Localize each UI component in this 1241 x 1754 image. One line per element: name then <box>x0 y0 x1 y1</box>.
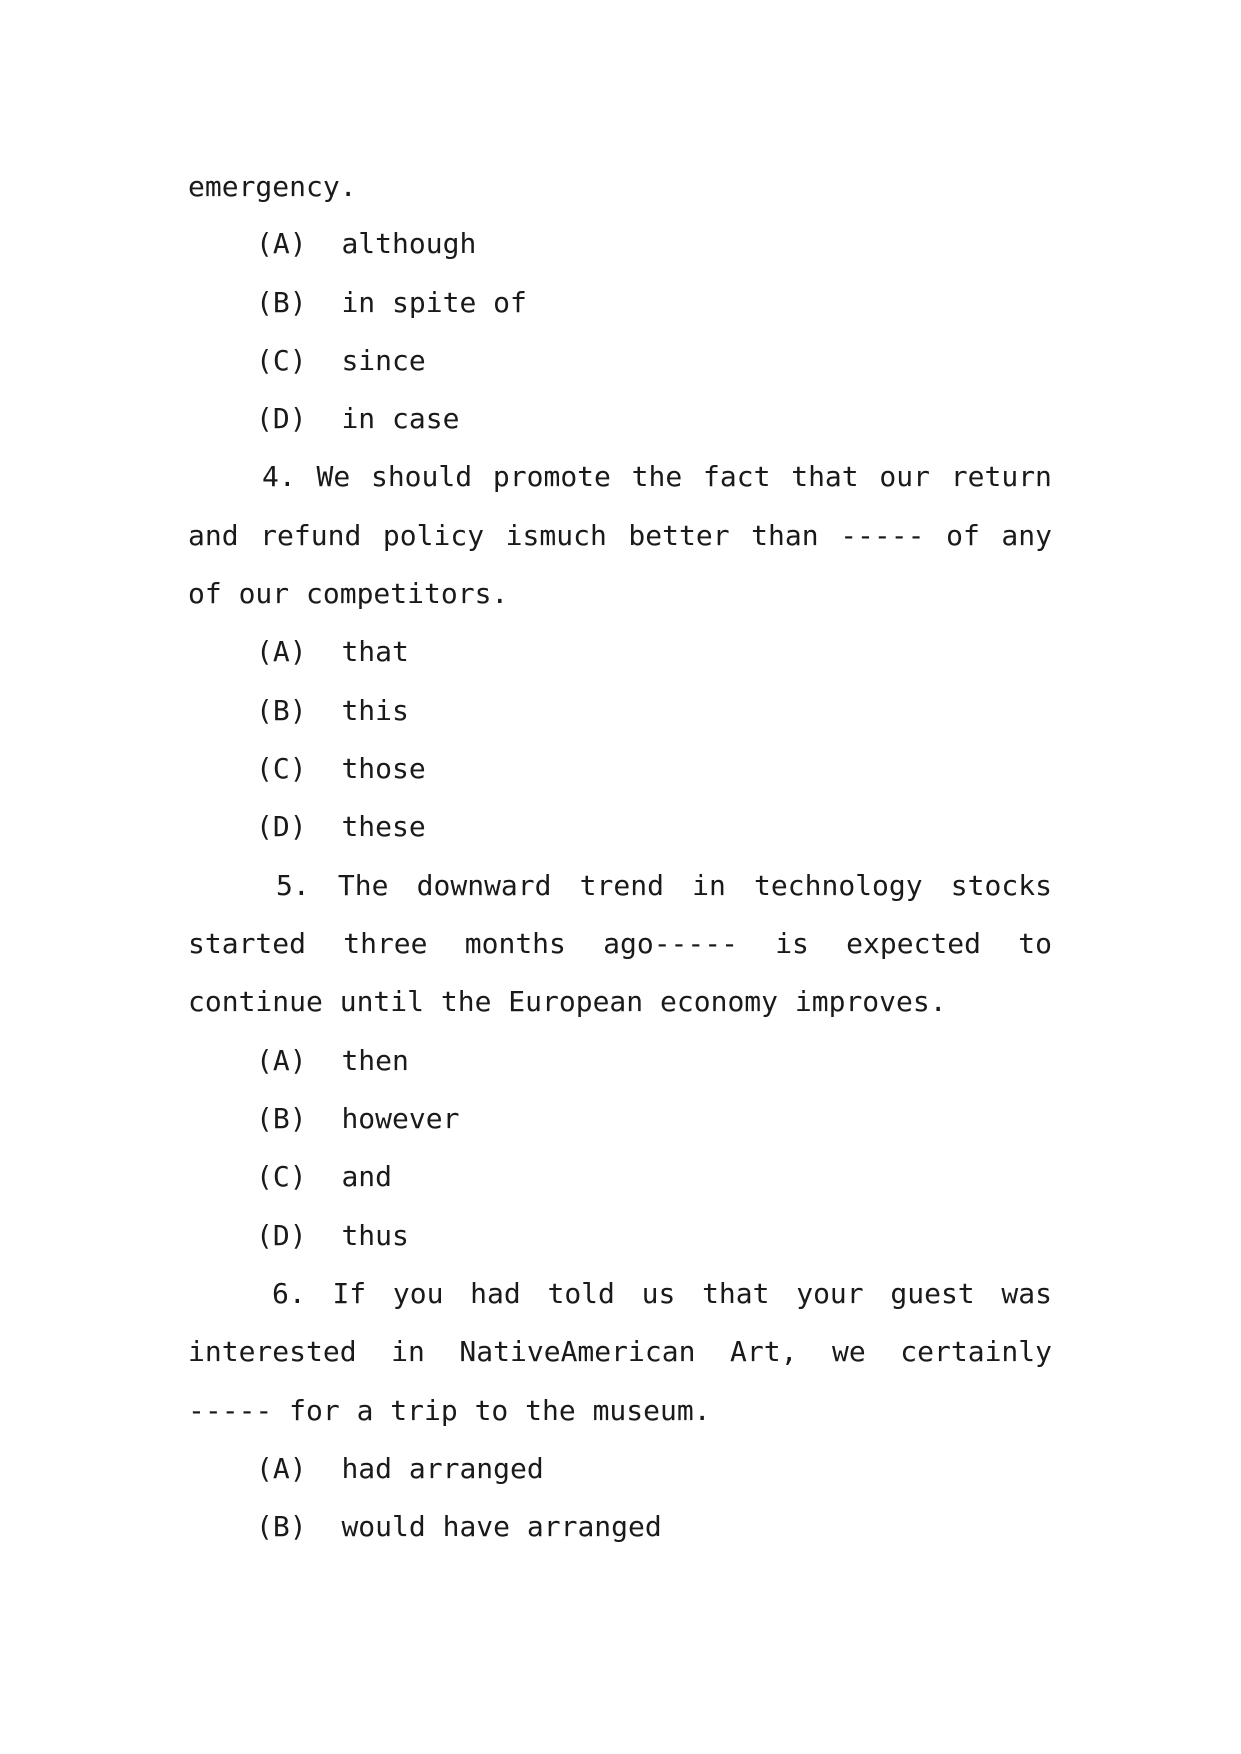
question-5-line-2 <box>188 927 1052 961</box>
question-4-line-3: of our competitors. <box>188 577 509 610</box>
option-letter: (B) <box>256 286 307 319</box>
option-text: this <box>341 694 409 727</box>
word: your <box>796 1277 864 1310</box>
question-6-line-3: ----- for a trip to the museum. <box>188 1394 711 1427</box>
question-6-option-a <box>256 1452 1052 1486</box>
question-5-line-1 <box>276 869 1052 903</box>
question-6-option-b <box>256 1510 1052 1544</box>
word: return <box>950 460 1052 493</box>
word: better <box>628 519 730 552</box>
question-3-option-d <box>256 402 1052 436</box>
word: told <box>547 1277 615 1310</box>
word: three <box>343 927 428 960</box>
option-letter: (C) <box>256 1160 307 1193</box>
option-text: although <box>341 227 477 260</box>
option-text: since <box>341 344 426 377</box>
option-letter: (A) <box>256 227 307 260</box>
blank: ----- <box>840 519 925 552</box>
option-text: then <box>341 1044 409 1077</box>
question-3-option-b <box>256 286 1052 320</box>
option-text: thus <box>341 1219 409 1252</box>
question-number: 5. <box>276 869 310 902</box>
question-number: 6. <box>272 1277 306 1310</box>
word: policy <box>382 519 485 552</box>
word: started <box>188 927 307 960</box>
question-3-option-c <box>256 344 1052 378</box>
option-letter: (D) <box>256 402 307 435</box>
question-6-line-2 <box>188 1335 1052 1369</box>
option-text: in spite of <box>341 286 527 319</box>
question-5-option-d <box>256 1219 1052 1253</box>
word: any <box>1001 519 1052 552</box>
word: and <box>188 519 239 552</box>
question-number: 4. <box>262 460 296 493</box>
question-5-option-c <box>256 1160 1052 1194</box>
option-letter: (D) <box>256 810 307 843</box>
word: of <box>946 519 980 552</box>
question-4-option-d <box>256 810 1052 844</box>
word: was <box>1001 1277 1052 1310</box>
question-3-option-a <box>256 227 1052 261</box>
word: you <box>392 1277 444 1310</box>
word: us <box>641 1277 676 1310</box>
word: certainly <box>900 1335 1052 1368</box>
option-letter: (B) <box>256 694 307 727</box>
word: The <box>337 869 389 902</box>
word: ismuch <box>505 519 607 552</box>
question-5-option-b <box>256 1102 1052 1136</box>
word: promote <box>492 460 611 493</box>
word: the <box>631 460 683 493</box>
word: to <box>1018 927 1052 960</box>
word: NativeAmerican <box>459 1335 696 1368</box>
option-text: in case <box>341 402 460 435</box>
word: than <box>751 519 819 552</box>
word: our <box>879 460 930 493</box>
option-text: those <box>341 752 426 785</box>
blank: ago----- <box>603 927 738 960</box>
option-text: these <box>341 810 426 843</box>
word: had <box>470 1277 521 1310</box>
word: guest <box>890 1277 975 1310</box>
option-letter: (A) <box>256 1452 307 1485</box>
word: Art, <box>730 1335 798 1368</box>
word: stocks <box>950 869 1052 902</box>
option-text: had arranged <box>341 1452 544 1485</box>
word: fact <box>703 460 771 493</box>
word: We <box>316 460 351 493</box>
word: interested <box>188 1335 357 1368</box>
question-5-option-a <box>256 1044 1052 1078</box>
question-4-option-c <box>256 752 1052 786</box>
word: in <box>692 869 726 902</box>
question-4-option-a <box>256 635 1052 669</box>
option-text: would have arranged <box>341 1510 662 1543</box>
option-text: that <box>341 635 409 668</box>
word: trend <box>579 869 664 902</box>
option-letter: (A) <box>256 635 307 668</box>
question-4-line-1 <box>262 460 1052 494</box>
word: is <box>775 927 809 960</box>
word: we <box>832 1335 866 1368</box>
question-3-last-line: emergency. <box>188 170 357 203</box>
word: in <box>391 1335 425 1368</box>
option-letter: (B) <box>256 1102 307 1135</box>
question-6-line-1 <box>272 1277 1052 1311</box>
word: expected <box>846 927 981 960</box>
option-letter: (B) <box>256 1510 307 1543</box>
word: that <box>791 460 859 493</box>
question-4-line-2 <box>188 519 1052 553</box>
question-4-option-b <box>256 694 1052 728</box>
option-letter: (C) <box>256 344 307 377</box>
word: technology <box>754 869 923 902</box>
word: If <box>332 1277 367 1310</box>
question-5-line-3: continue until the European economy improves. <box>188 985 947 1018</box>
option-letter: (D) <box>256 1219 307 1252</box>
option-letter: (A) <box>256 1044 307 1077</box>
word: should <box>370 460 473 493</box>
word: downward <box>416 869 552 902</box>
word: months <box>464 927 566 960</box>
option-letter: (C) <box>256 752 307 785</box>
option-text: however <box>341 1102 460 1135</box>
word: that <box>702 1277 770 1310</box>
option-text: and <box>341 1160 393 1193</box>
word: refund <box>260 519 362 552</box>
